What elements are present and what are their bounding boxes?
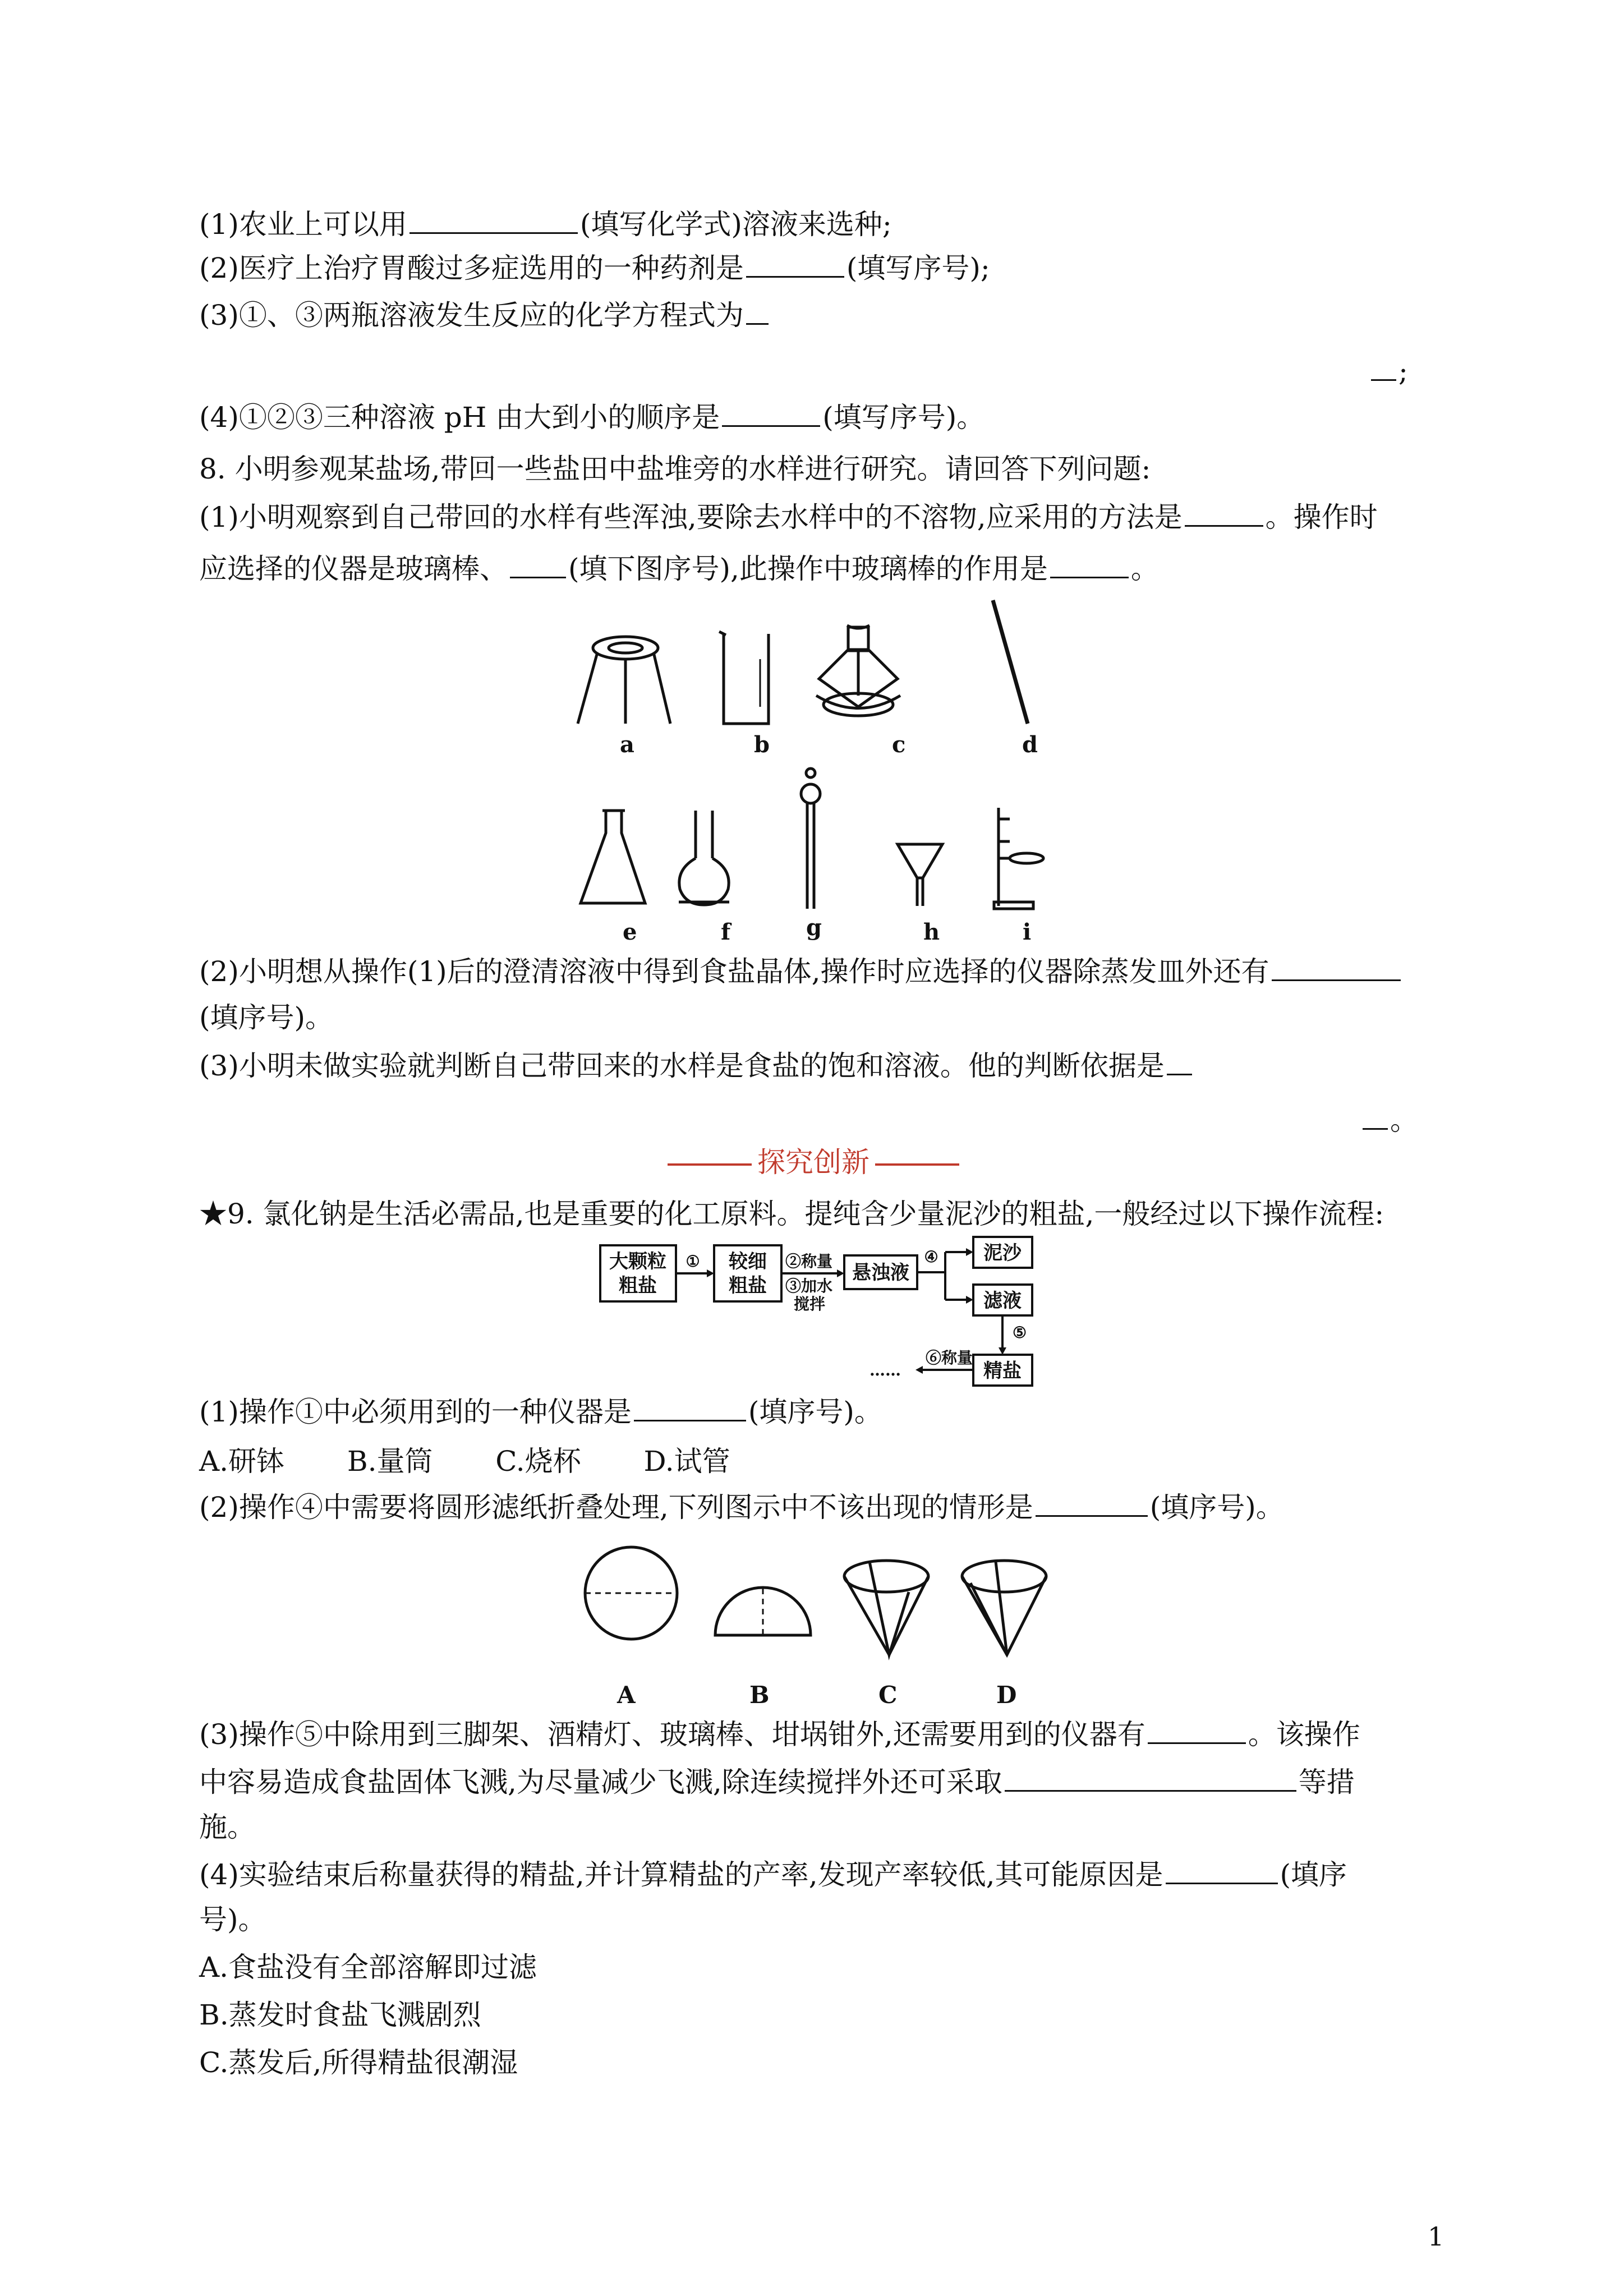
q9-part4-line2: 号)。 [199,1903,266,1936]
label-h: h [923,919,940,945]
answer-blank[interactable] [1148,1717,1246,1744]
answer-blank[interactable] [1005,1764,1296,1792]
apparatus-figure [555,595,1077,942]
answer-blank[interactable] [722,399,820,427]
conical-flask-icon [581,811,645,903]
option-d[interactable]: D.试管 [643,1445,730,1478]
label-e: e [623,919,637,945]
answer-blank[interactable] [1371,353,1396,381]
q8-part2-line1: (2)小明想从操作(1)后的澄清溶液中得到食盐晶体,操作时应选择的仪器除蒸发皿外还有 [199,954,1403,990]
flow-step1: ① [686,1252,700,1271]
answer-blank[interactable] [634,1394,746,1421]
answer-blank[interactable] [1185,499,1263,527]
q8-title: 8. 小明参观某盐场,带回一些盐田中盐堆旁的水样进行研究。请回答下列问题: [199,453,1151,485]
funnel-icon [898,844,942,906]
q9-part3-line2: 中容易造成食盐固体飞溅,为尽量减少飞溅,除连续搅拌外还可采取 等措 [199,1764,1355,1800]
answer-blank[interactable] [1036,1489,1148,1517]
q9-part2: (2)操作④中需要将圆形滤纸折叠处理,下列图示中不该出现的情形是 (填序号)。 [199,1489,1284,1525]
answer-blank[interactable] [510,551,566,578]
flow-box2-line2: 粗盐 [729,1274,767,1297]
circle-paper-icon [585,1547,677,1639]
flow-step3-line2: 搅拌 [794,1295,826,1313]
q8-part1-line1: (1)小明观察到自己带回的水样有些浑浊,要除去水样中的不溶物,应采用的方法是 。操作时 [199,499,1378,535]
beaker-icon [719,632,769,724]
tripod-icon [578,637,670,724]
label-c: c [892,731,906,758]
cone-d-icon [962,1561,1046,1655]
option-b[interactable]: B.量筒 [347,1445,433,1478]
round-flask-icon [679,811,729,905]
q7-part1: (1)农业上可以用 (填写化学式)溶液来选种; [199,206,892,242]
label-D: D [996,1681,1017,1709]
flow-box1-line1: 大颗粒 [609,1250,666,1273]
flow-box3: 悬浊液 [852,1262,909,1284]
half-fold-icon [715,1588,811,1635]
q7-part4: (4)①②③三种溶液 pH 由大到小的顺序是 (填写序号)。 [199,399,984,435]
flow-step2: ②称量 [785,1252,833,1271]
q7-part3-end: ; [1369,353,1408,389]
process-flowchart [595,1234,1055,1402]
page-number: 1 [1428,2221,1444,2252]
q9-option-c[interactable]: C.蒸发后,所得精盐很潮湿 [199,2046,518,2079]
label-A: A [617,1681,636,1709]
flow-box5: 滤液 [983,1290,1022,1312]
q9-part4-line1: (4)实验结束后称量获得的精盐,并计算精盐的产率,发现产率较低,其可能原因是 (填序 [199,1857,1347,1893]
label-C: C [878,1681,898,1709]
q8-part3-end: 。 [1360,1102,1418,1138]
q9-part3-line3: 施。 [199,1811,255,1843]
flow-box1-line2: 粗盐 [619,1274,657,1297]
flow-box4: 泥沙 [983,1242,1022,1264]
flow-box6: 精盐 [983,1360,1022,1382]
divider [668,1163,752,1166]
answer-blank[interactable] [1050,551,1129,578]
flow-step6: ⑥称量 [926,1349,973,1367]
answer-blank[interactable] [1166,1857,1278,1884]
q9-option-a[interactable]: A.食盐没有全部溶解即过滤 [199,1951,537,1984]
answer-blank[interactable] [1363,1102,1388,1130]
dropping-funnel-icon [801,769,820,909]
option-c[interactable]: C.烧杯 [495,1445,581,1478]
label-g: g [806,914,822,941]
label-i: i [1023,919,1032,945]
q7-part2: (2)医疗上治疗胃酸过多症选用的一种药剂是 (填写序号); [199,250,990,286]
glass-rod-icon [993,600,1028,724]
q9-part1-options [199,1443,730,1479]
q9-part3-line1: (3)操作⑤中除用到三脚架、酒精灯、玻璃棒、坩埚钳外,还需要用到的仪器有 。该操作 [199,1717,1360,1752]
flow-step3-line1: ③加水 [785,1277,833,1295]
alcohol-lamp-icon [816,625,900,716]
q8-part3: (3)小明未做实验就判断自己带回来的水样是食盐的饱和溶液。他的判断依据是 [199,1048,1194,1084]
q8-part2-line2: (填序号)。 [199,1001,334,1034]
q8-part1-line2: 应选择的仪器是玻璃棒、 (填下图序号),此操作中玻璃棒的作用是 。 [199,551,1159,587]
q9-part1: (1)操作①中必须用到的一种仪器是 (填序号)。 [199,1394,882,1430]
label-d: d [1022,731,1038,758]
answer-blank[interactable] [746,250,844,278]
answer-blank[interactable] [1167,1048,1192,1075]
answer-blank[interactable] [410,206,578,234]
flow-dots: …… [869,1361,901,1379]
iron-stand-icon [994,808,1043,909]
label-b: b [754,731,770,758]
answer-blank[interactable] [746,297,769,325]
label-f: f [721,919,731,945]
label-B: B [749,1681,770,1709]
q7-part3: (3)①、③两瓶溶液发生反应的化学方程式为 [199,297,771,333]
flow-step5: ⑤ [1013,1323,1027,1342]
answer-blank[interactable] [1272,954,1401,981]
q9-title: ★9. 氯化钠是生活必需品,也是重要的化工原料。提纯含少量泥沙的粗盐,一般经过以下操作流程: [199,1198,1384,1230]
divider [875,1163,959,1166]
q9-option-b[interactable]: B.蒸发时食盐飞溅剧烈 [199,1999,481,2031]
flow-box2-line1: 较细 [729,1250,767,1273]
flow-step4: ④ [924,1248,938,1266]
section-title: 探究创新 [600,1144,1027,1180]
option-a[interactable]: A.研钵 [199,1445,285,1478]
label-a: a [620,731,634,758]
cone-c-icon [844,1561,928,1655]
